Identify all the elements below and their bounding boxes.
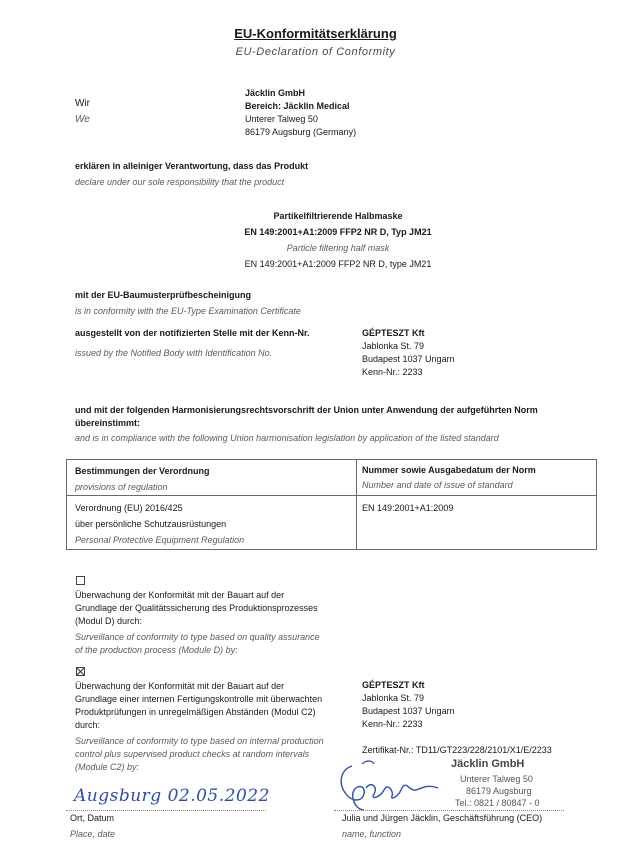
stamp-city: 86179 Augsburg	[466, 786, 532, 796]
product-name-de: Partikelfiltrierende Halbmaske	[273, 211, 403, 221]
table-col1-header-en: provisions of regulation	[75, 482, 168, 492]
manufacturer-street: Unterer Talweg 50	[245, 114, 318, 124]
stamp-company: Jäcklin GmbH	[451, 758, 525, 770]
harmonisation-de-2: übereinstimmt:	[75, 418, 141, 428]
module-d-de-1: Überwachung der Konformität mit der Bauart auf der	[75, 590, 285, 600]
module-d-en-1: Surveillance of conformity to type based on quality assurance	[75, 632, 320, 642]
module-d-de-2: Grundlage der Qualitätssicherung des Produktionsprozesses	[75, 603, 318, 613]
notified-body-id: Kenn-Nr.: 2233	[362, 367, 423, 377]
harmonisation-de-1: und mit der folgenden Harmonisierungsrechtsvorschrift der Union unter Anwendung der aufgeführten Norm	[75, 405, 538, 415]
table-row-regulation-desc: über persönliche Schutzausrüstungen	[75, 519, 227, 529]
notified-body-street: Jablonka St. 79	[362, 341, 425, 351]
module-d-checkbox[interactable]	[76, 576, 85, 585]
module-c2-de-3: Produktprüfungen in unregelmäßigen Abständen (Modul C2)	[75, 707, 316, 717]
module-c2-de-1: Überwachung der Konformität mit der Bauart auf der	[75, 681, 285, 691]
table-column-divider	[356, 459, 357, 549]
notified-body-city: Budapest 1037 Ungarn	[362, 354, 455, 364]
declaration-en: declare under our sole responsibility that the product	[75, 177, 285, 187]
signature-line	[334, 810, 564, 811]
module-c2-certificate-no: Zertifikat-Nr.: TD11/GT223/228/2101/X1/E/2233	[362, 745, 552, 755]
table-header-divider	[66, 495, 596, 496]
notified-body-label-de: ausgestellt von der notifizierten Stelle mit der Kenn-Nr.	[75, 328, 310, 338]
module-c2-checkbox[interactable]	[76, 667, 85, 676]
handwritten-signature	[334, 758, 454, 818]
module-c2-body-name: GÉPTESZT Kft	[362, 680, 425, 690]
table-col1-header-de: Bestimmungen der Verordnung	[75, 466, 210, 476]
we-label-en: We	[75, 114, 90, 125]
module-c2-en-3: (Module C2) by:	[75, 762, 140, 772]
notified-body-label-en: issued by the Notified Body with Identification No.	[75, 348, 273, 358]
product-name-en: Particle filtering half mask	[286, 243, 390, 253]
table-row-regulation-en: Personal Protective Equipment Regulation	[75, 535, 245, 545]
harmonisation-en: and is in compliance with the following Union harmonisation legislation by application of the listed standard	[75, 433, 499, 443]
module-c2-body-id: Kenn-Nr.: 2233	[362, 719, 423, 729]
module-c2-en-1: Surveillance of conformity to type based on internal production	[75, 736, 324, 746]
stamp-phone: Tel.: 0821 / 80847 - 0	[455, 798, 540, 808]
certificate-de: mit der EU-Baumusterprüfbescheinigung	[75, 290, 252, 300]
table-col2-header-de: Nummer sowie Ausgabedatum der Norm	[362, 465, 536, 475]
stamp-street: Unterer Talweg 50	[460, 774, 533, 784]
product-standard-de: EN 149:2001+A1:2009 FFP2 NR D, Typ JM21	[244, 227, 432, 237]
module-d-de-3: (Modul D) durch:	[75, 616, 143, 626]
declaration-de: erklären in alleiniger Verantwortung, dass das Produkt	[75, 161, 309, 171]
place-date-label-de: Ort, Datum	[70, 813, 115, 823]
document-title: EU-Konformitätserklärung	[234, 26, 397, 41]
signatory-name: Julia und Jürgen Jäcklin, Geschäftsführung (CEO)	[342, 813, 543, 823]
table-col2-header-en: Number and date of issue of standard	[362, 480, 513, 490]
module-d-en-2: of the production process (Module D) by:	[75, 645, 238, 655]
module-c2-de-2: Grundlage einer internen Fertigungskontrolle mit überwachten	[75, 694, 323, 704]
module-c2-de-4: durch:	[75, 720, 101, 730]
checkbox-cross-icon	[77, 668, 84, 675]
manufacturer-city: 86179 Augsburg (Germany)	[245, 127, 357, 137]
module-c2-body-city: Budapest 1037 Ungarn	[362, 706, 455, 716]
place-date-label-en: Place, date	[70, 829, 116, 839]
manufacturer-name: Jäcklin GmbH	[245, 88, 306, 98]
module-c2-en-2: control plus supervised product checks at random intervals	[75, 749, 310, 759]
certificate-en: is in conformity with the EU-Type Examination Certificate	[75, 306, 301, 316]
product-standard-en: EN 149:2001+A1:2009 FFP2 NR D, type JM21	[244, 259, 432, 269]
signatory-label-en: name, function	[342, 829, 402, 839]
table-row-standard: EN 149:2001+A1:2009	[362, 503, 454, 513]
we-label-de: Wir	[75, 98, 90, 109]
place-date-line	[66, 810, 266, 811]
document-subtitle: EU-Declaration of Conformity	[235, 46, 396, 58]
manufacturer-division: Bereich: Jäcklin Medical	[245, 101, 350, 111]
module-c2-body-street: Jablonka St. 79	[362, 693, 425, 703]
table-row-regulation: Verordnung (EU) 2016/425	[75, 503, 183, 513]
notified-body-name: GÉPTESZT Kft	[362, 328, 425, 338]
handwritten-place-date: Augsburg 02.05.2022	[74, 786, 270, 806]
